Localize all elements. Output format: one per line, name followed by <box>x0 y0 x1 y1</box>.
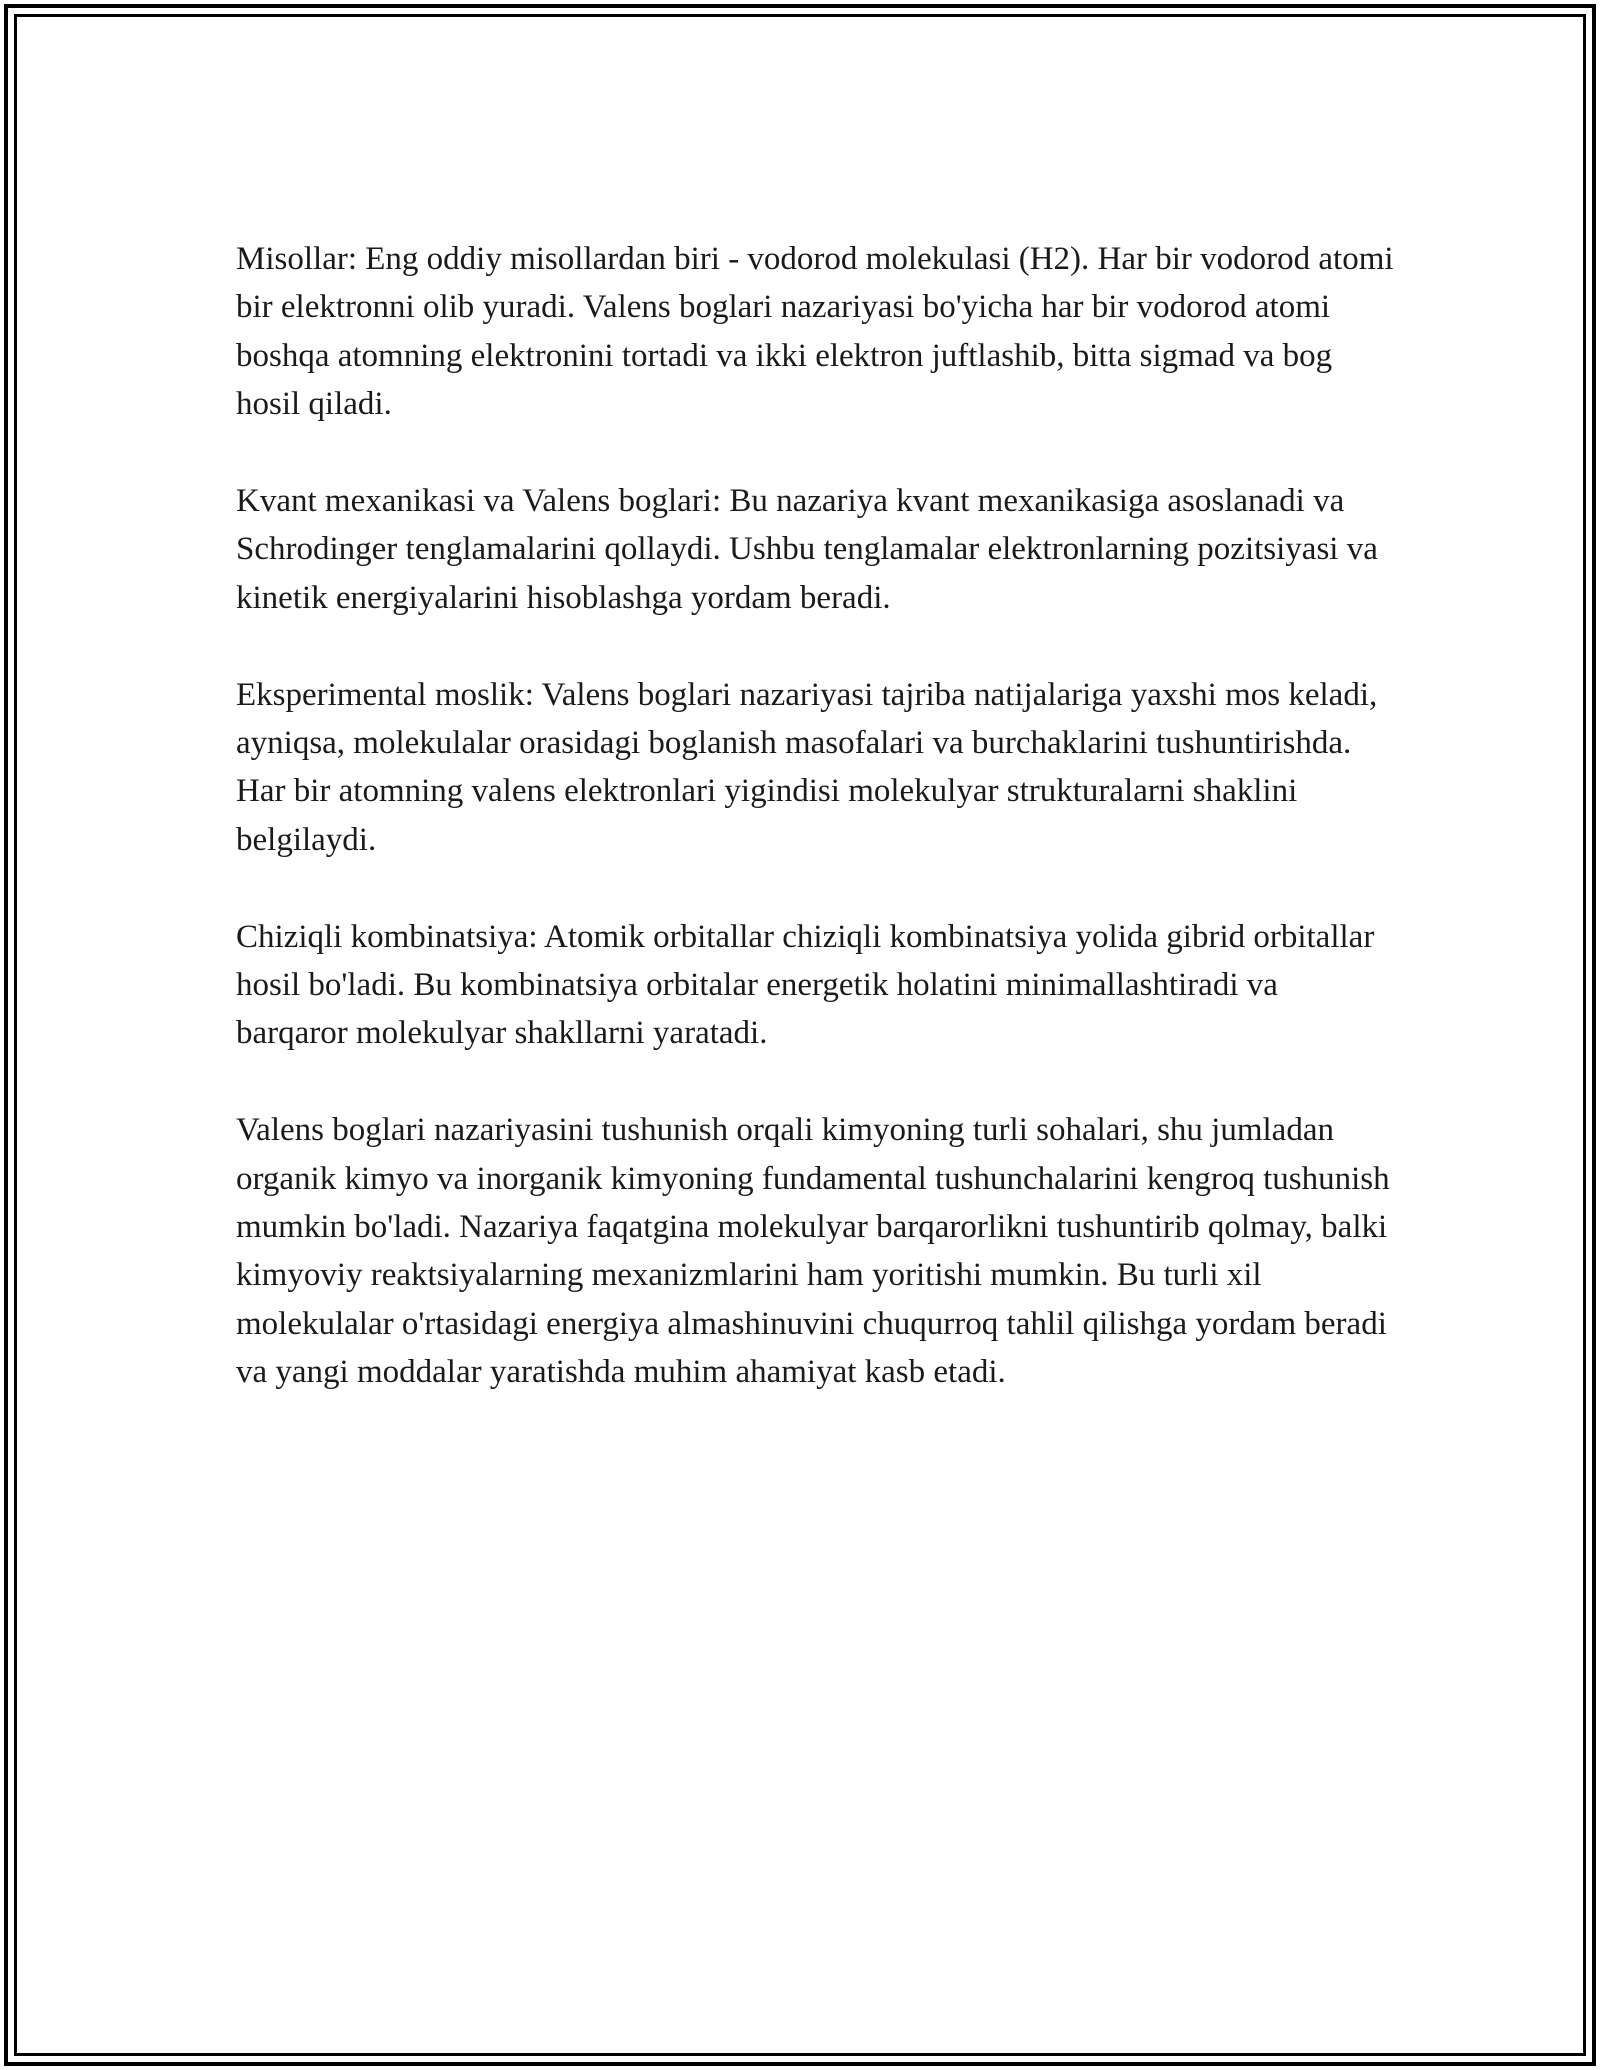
paragraph-quantum-mechanics: Kvant mexanikasi va Valens boglari: Bu nazariya kvant mexanikasiga asoslanadi va Schrodinger tenglamalarini qollaydi. Ushbu tenglamalar elektronlarning pozitsiyasi va kinetik energiyalarini hisoblashga yordam beradi. <box>236 483 1378 616</box>
paragraph-linear-combination: Chiziqli kombinatsiya: Atomik orbitallar chiziqli kombinatsiya yolida gibrid orbitallar hosil bo'ladi. Bu kombinatsiya orbitalar energetik holatini minimallashtiradi va barqaror molekulyar shakllarni yaratadi. <box>236 918 1375 1052</box>
paragraph-experimental-agreement: Eksperimental moslik: Valens boglari nazariyasi tajriba natijalariga yaxshi mos keladi, ayniqsa, molekulalar orasidagi boglanish masofalari va burchaklarini tushuntirishda. Har bir atomning valens elektronlari yigindisi molekulyar strukturalarni shaklini belgilaydi. <box>236 676 1378 858</box>
paragraph-examples: Misollar: Eng oddiy misollardan biri - vodorod molekulasi (H2). Har bir vodorod atomi bir elektronni olib yuradi. Valens boglari nazariyasi bo'yicha har bir vodorod atomi boshqa atomning elektronini tortadi va ikki elektron juftlashib, bitta sigmad va bog hosil qiladi. <box>236 241 1394 423</box>
document-body <box>236 235 1396 1445</box>
paragraph-conclusion: Valens boglari nazariyasini tushunish orqali kimyoning turli sohalari, shu jumladan organik kimyo va inorganik kimyoning fundamental tushunchalarini kengroq tushunish mumkin bo'ladi. Nazariya faqatgina molekulyar barqarorlikni tushuntirib qolmay, balki kimyoviy reaktsiyalarning mexanizmlarini ham yoritishi mumkin. Bu turli xil molekulalar o'rtasidagi energiya almashinuvini chuqurroq tahlil qilishga yordam beradi va yangi moddalar yaratishda muhim ahamiyat kasb etadi. <box>236 1112 1390 1391</box>
